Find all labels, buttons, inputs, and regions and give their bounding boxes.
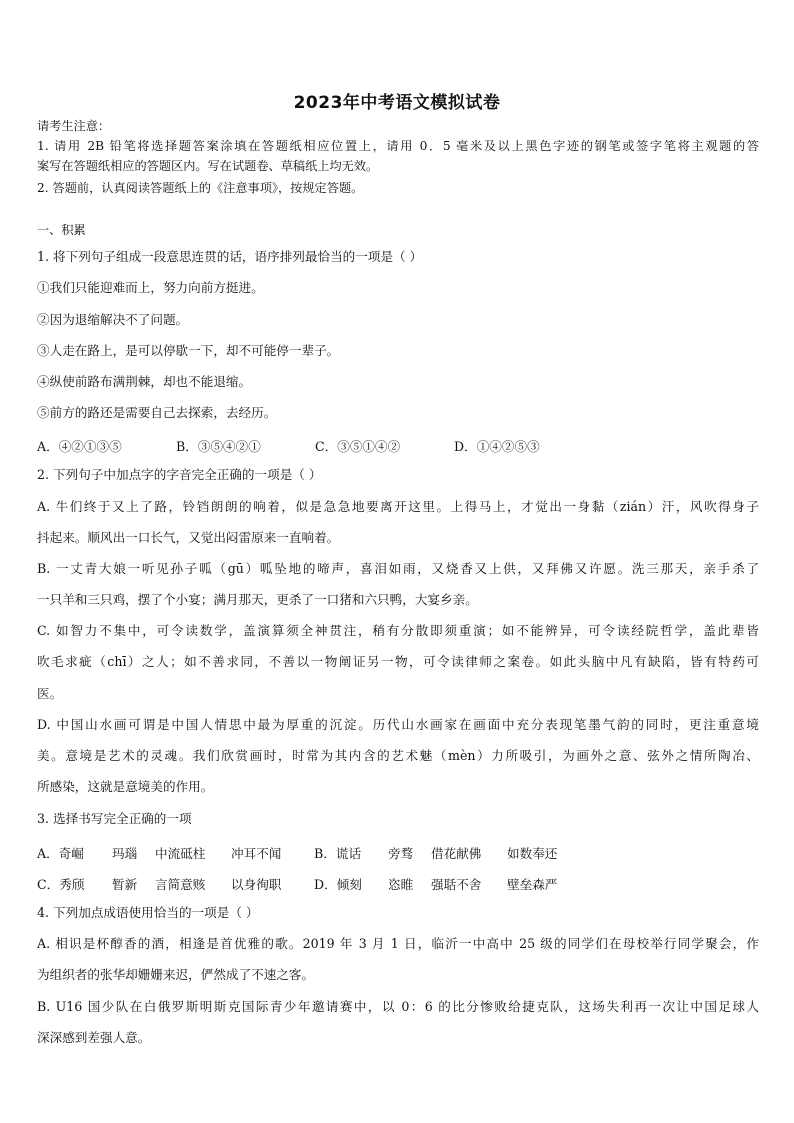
- q2-option-b-line-1: B. 一丈青大娘一听见孙子呱（gū）呱坠地的啼声，喜泪如雨，又烧香又上供，又拜佛又许愿。洗三那天，亲手杀了: [37, 561, 759, 576]
- notice-heading: 请考生注意：: [37, 119, 111, 133]
- notice-line-2: 2. 答题前，认真阅读答题纸上的《注意事项》，按规定答题。: [37, 181, 364, 195]
- q3-a-word-2: 玛瑙: [112, 846, 138, 861]
- q4-stem: 4. 下列加点成语使用恰当的一项是（ ）: [37, 905, 259, 920]
- section-heading: 一、积累: [37, 223, 86, 237]
- q4-option-b-line-2: 深深感到差强人意。: [37, 1030, 151, 1045]
- q1-sentence-3: ③人走在路上，是可以停歇一下，却不可能停一辈子。: [37, 343, 340, 358]
- q3-b-word-4: 如数奉还: [507, 846, 558, 861]
- q1-option-a: A．④②①③⑤: [37, 439, 122, 454]
- q2-option-d-line-3: 所感染，这就是意境美的作用。: [37, 779, 214, 794]
- q2-option-c-line-1: C. 如智力不集中，可令读数学，盖演算须全神贯注，稍有分散即须重演；如不能辨异，可令读经院哲学，盖此辈皆: [37, 623, 759, 638]
- q1-option-c: C．③⑤①④②: [315, 439, 401, 454]
- q3-b-word-2: 旁骛: [388, 846, 414, 861]
- q1-option-b: B．③⑤④②①: [176, 439, 261, 454]
- q3-stem: 3. 选择书写完全正确的一项: [37, 811, 192, 826]
- q1-option-d: D．①④②⑤③: [454, 439, 540, 454]
- q3-c-word-3: 言简意赅: [155, 877, 206, 892]
- notice-line-1b: 案写在答题纸相应的答题区内。写在试题卷、草稿纸上均无效。: [37, 159, 379, 173]
- q3-a-word-1: A．奇崛: [37, 846, 84, 861]
- q2-option-d-line-2: 美。意境是艺术的灵魂。我们欣赏画时，时常为其内含的艺术魅（mèn）力所吸引，为画外之意、弦外之情所陶冶、: [37, 748, 759, 763]
- q3-b-word-3: 借花献佛: [431, 846, 482, 861]
- q3-d-word-3: 强聒不舍: [431, 877, 482, 892]
- q2-option-c-line-3: 医。: [37, 686, 63, 701]
- q3-d-word-1: D．倾刻: [314, 877, 362, 892]
- q2-option-c-line-2: 吹毛求疵（chī）之人；如不善求同，不善以一物阐证另一物，可令读律师之案卷。如此头脑中凡有缺陷，皆有特药可: [37, 654, 759, 669]
- q4-option-a-line-1: A. 相识是杯醇香的酒，相逢是首优雅的歌。2019 年 3 月 1 日，临沂一中高中 25 级的同学们在母校举行同学聚会，作: [37, 936, 759, 951]
- q2-option-b-line-2: 一只羊和三只鸡，摆了个小宴；满月那天，更杀了一口猪和六只鸭，大宴乡亲。: [37, 592, 478, 607]
- page-title: 2023年中考语文模拟试卷: [293, 93, 501, 113]
- notice-line-1a: 1. 请用 2B 铅笔将选择题答案涂填在答题纸相应位置上，请用 0．5 毫米及以上黑色字迹的钢笔或签字笔将主观题的答: [37, 139, 759, 153]
- q3-b-word-1: B．谎话: [314, 846, 362, 861]
- q2-stem: 2. 下列句子中加点字的字音完全正确的一项是（ ）: [37, 467, 322, 482]
- q2-option-a-line-1: A. 牛们终于又上了路，铃铛朗朗的响着，似是急急地要离开这里。上得马上，才觉出一身黏（zián）汗，风吹得身子: [37, 499, 759, 514]
- q3-c-word-2: 暂新: [112, 877, 138, 892]
- q4-option-b-line-1: B. U16 国少队在白俄罗斯明斯克国际青少年邀请赛中，以 0：6 的比分惨败给捷克队，这场失利再一次让中国足球人: [37, 999, 759, 1014]
- q1-sentence-1: ①我们只能迎难而上，努力向前方挺进。: [37, 280, 264, 295]
- q1-sentence-2: ②因为退缩解决不了问题。: [37, 312, 189, 327]
- q3-a-word-4: 冲耳不闻: [231, 846, 282, 861]
- q3-d-word-2: 恣睢: [388, 877, 414, 892]
- q2-option-d-line-1: D. 中国山水画可谓是中国人情思中最为厚重的沉淀。历代山水画家在画面中充分表现笔墨气韵的同时，更注重意境: [37, 717, 759, 732]
- q3-d-word-4: 壁垒森严: [507, 877, 558, 892]
- q1-sentence-4: ④纵使前路布满荆棘，却也不能退缩。: [37, 374, 252, 389]
- q1-stem: 1. 将下列句子组成一段意思连贯的话，语序排列最恰当的一项是（ ）: [37, 249, 423, 264]
- q4-option-a-line-2: 为组织者的张华却姗姗来迟，俨然成了不速之客。: [37, 967, 315, 982]
- q1-sentence-5: ⑤前方的路还是需要自己去探索，去经历。: [37, 405, 277, 420]
- q3-c-word-1: C．秀颀: [37, 877, 85, 892]
- q3-a-word-3: 中流砥柱: [155, 846, 206, 861]
- q2-option-a-line-2: 抖起来。顺风出一口长气，又觉出闷雷原来一直响着。: [37, 530, 340, 545]
- q3-c-word-4: 以身徇职: [231, 877, 282, 892]
